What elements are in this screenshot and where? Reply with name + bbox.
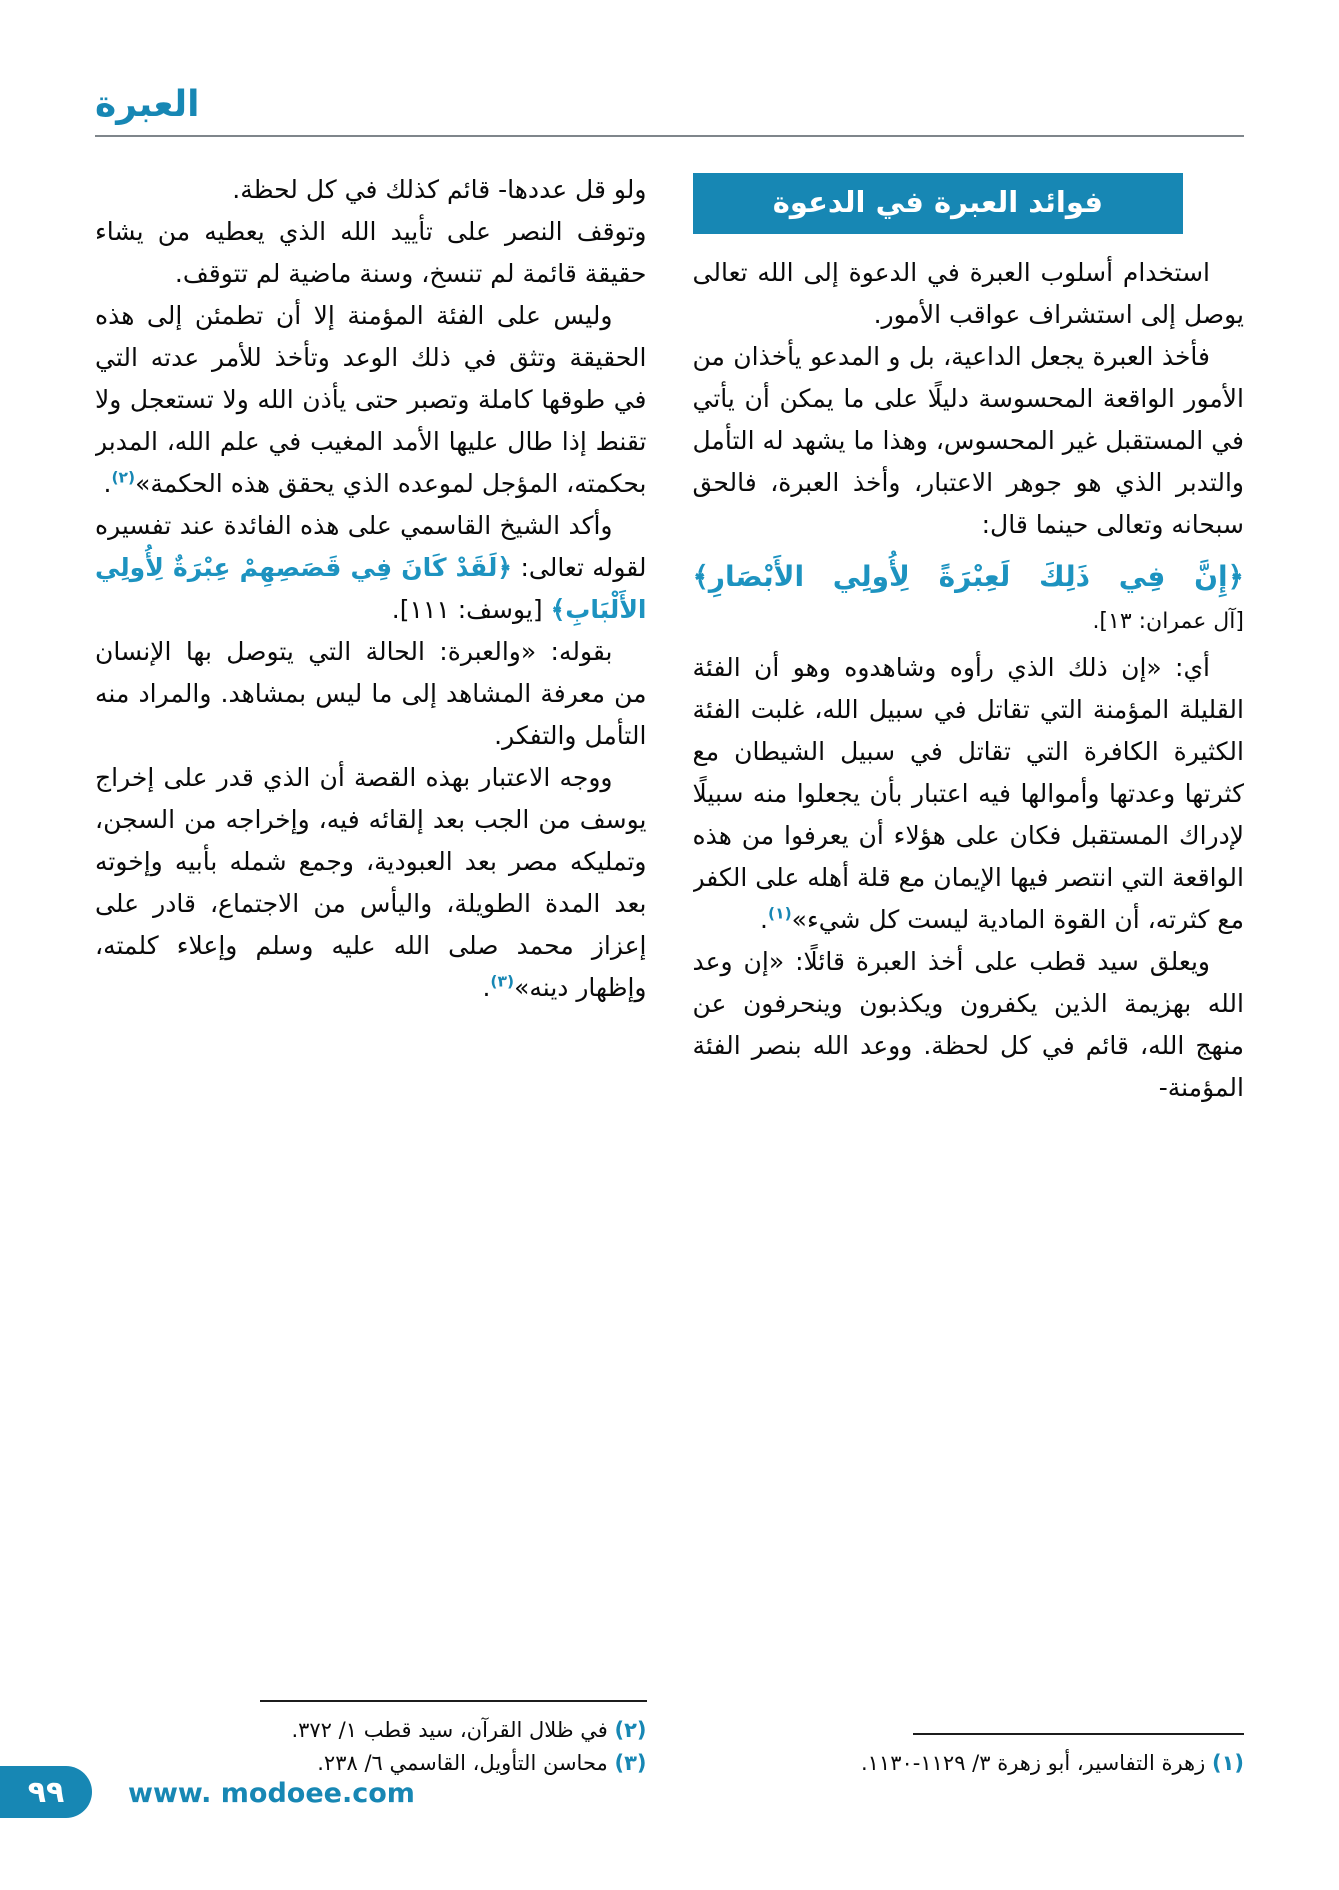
footnote: [95, 1714, 647, 1748]
paragraph-text: وتوقف النصر على تأييد الله الذي يعطيه من يشاء حقيقة قائمة لم تنسخ، وسنة ماضية لم تتوقف.: [95, 217, 647, 288]
footnote-number: (٣): [614, 1751, 647, 1776]
footnote: [693, 1747, 1245, 1781]
right-column: [693, 169, 1245, 1781]
text-columns: [0, 169, 1339, 1781]
footnote-text: في ظلال القرآن، سيد قطب ١/ ٣٧٢.: [291, 1717, 608, 1742]
paragraph-text: وليس على الفئة المؤمنة إلا أن تطمئن إلى هذه الحقيقة وتثق في ذلك الوعد وتأخذ للأمر عدته التي في طوقها كاملة وتصبر حتى يأذن الله ولا تستعجل ولا تقنط إذا طال عليها الأمد المغيب في علم الله، المدبر بحكمته، المؤجل لموعده الذي يحقق هذه الحكمة»: [95, 301, 647, 498]
paragraph-text: فأخذ العبرة يجعل الداعية، بل و المدعو يأخذان من الأمور الواقعة المحسوسة دليلًا على ما يمكن أن يأتي في المستقبل غير المحسوس، وهذا ما يشهد له التأمل والتدبر الذي هو جوهر الاعتبار، وأخذ العبرة، فالحق سبحانه وتعالى حينما قال:: [692, 342, 1244, 539]
quran-verse: ﴿لَقَدْ كَانَ فِي قَصَصِهِمْ عِبْرَةٌ لِأُولِي الأَلْبَابِ﴾: [95, 553, 647, 624]
paragraph-text: .: [482, 973, 491, 1002]
footnote-number: (٢): [614, 1717, 647, 1742]
footnote: [95, 1747, 647, 1781]
page-number: ٩٩: [27, 1774, 65, 1810]
verse-reference: [يوسف: ١١١].: [391, 595, 551, 624]
paragraph: [95, 169, 647, 211]
paragraph-text: أي: «إن ذلك الذي رأوه وشاهدوه وهو أن الفئة القليلة المؤمنة التي تقاتل في سبيل الله، غلبت الفئة الكثيرة الكافرة التي تقاتل في سبيل الشيطان مع كثرتها وعدتها وأموالها فيه اعتبار بأن يجعلوا منه سبيلًا لإدراك المستقبل فكان على هؤلاء أن يعرفوا من هذه الواقعة التي انتصر فيها الإيمان مع قلة أهله على الكفر مع كثرته، أن القوة المادية ليست كل شيء»: [692, 652, 1244, 934]
paragraph-text: ووجه الاعتبار بهذه القصة أن الذي قدر على إخراج يوسف من الجب بعد إلقائه فيه، وإخراجه من السجن، وتمليكه مصر بعد العبودية، وجمع شمله بأبيه وإخوته بعد المدة الطويلة، واليأس من الاجتماع، قادر على إعزاز محمد صلى الله عليه وسلم وإعلاء كلمته، وإظهار دينه»: [95, 763, 647, 1002]
website-url: www. modoee.com: [128, 1778, 415, 1809]
left-column: [95, 169, 647, 1781]
paragraph: [95, 211, 647, 295]
paragraph: [693, 941, 1245, 1109]
footnote-separator: [913, 1733, 1244, 1735]
paragraph-text: بقوله: «والعبرة: الحالة التي يتوصل بها الإنسان من معرفة المشاهد إلى ما ليس بمشاهد. والمراد منه التأمل والتفكر.: [95, 637, 647, 750]
footnote-number: (١): [1211, 1751, 1244, 1776]
footnote-separator: [260, 1700, 646, 1702]
paragraph-text: .: [760, 904, 768, 934]
paragraph-text: ويعلق سيد قطب على أخذ العبرة قائلًا: «إن وعد الله بهزيمة الذين يكفرون ويكذبون وينحرفون عن منهج الله، قائم في كل لحظة. ووعد الله بنصر الفئة المؤمنة-: [692, 946, 1244, 1102]
right-column-body: [693, 169, 1245, 1721]
paragraph: [95, 505, 647, 631]
paragraph-text: وأكد الشيخ القاسمي على هذه الفائدة عند تفسيره لقوله تعالى:: [95, 511, 647, 582]
paragraph: [95, 295, 647, 505]
verse-reference: [آل عمران: ١٣].: [1092, 609, 1244, 635]
left-column-body: [95, 169, 647, 1688]
paragraph-text: استخدام أسلوب العبرة في الدعوة إلى الله تعالى يوصل إلى استشراف عواقب الأمور.: [692, 258, 1244, 329]
page-number-tab: [0, 1766, 92, 1818]
right-footnotes: [693, 1733, 1245, 1781]
header-rule: [95, 135, 1244, 137]
footnote-marker: (٣): [490, 972, 515, 991]
paragraph: [95, 631, 647, 757]
paragraph: [693, 647, 1245, 941]
paragraph: [95, 757, 647, 1009]
paragraph: [693, 252, 1245, 336]
running-header: [0, 0, 1339, 125]
section-title-banner: فوائد العبرة في الدعوة: [693, 173, 1184, 234]
book-title: العبرة: [95, 84, 200, 125]
paragraph-text: .: [103, 469, 112, 498]
paragraph-text: ولو قل عددها- قائم كذلك في كل لحظة.: [232, 175, 647, 204]
footnote-marker: (١): [768, 904, 792, 923]
footnote-text: زهرة التفاسير، أبو زهرة ٣/ ١١٢٩-١١٣٠.: [860, 1751, 1206, 1776]
left-footnotes: [95, 1700, 647, 1781]
footnote-text: محاسن التأويل، القاسمي ٦/ ٢٣٨.: [317, 1751, 608, 1776]
paragraph: [693, 336, 1245, 546]
footnote-marker: (٢): [111, 468, 136, 487]
quran-verse: ﴿إِنَّ فِي ذَلِكَ لَعِبْرَةً لِأُولِي الأَبْصَارِ﴾: [692, 560, 1244, 593]
